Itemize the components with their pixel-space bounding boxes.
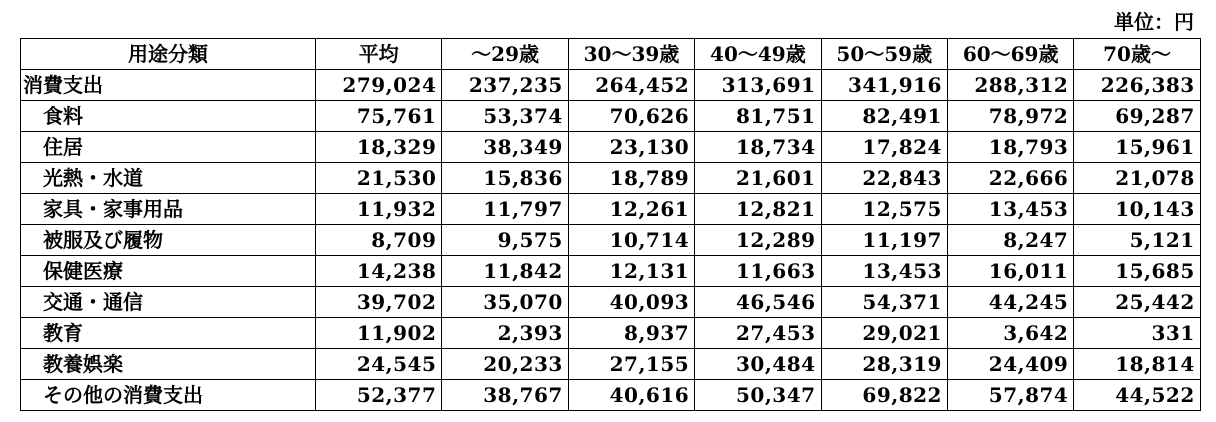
table-cell: 11,902: [316, 318, 442, 349]
table-row: [21, 70, 1201, 101]
table-cell: 288,312: [947, 70, 1073, 101]
table-cell: 35,070: [442, 287, 568, 318]
table-cell: 3,642: [947, 318, 1073, 349]
table-cell: 2,393: [442, 318, 568, 349]
header-category: 用途分類: [21, 39, 316, 70]
table-cell: 15,961: [1074, 132, 1200, 163]
table-cell: 13,453: [821, 256, 947, 287]
table-cell: 10,143: [1074, 194, 1200, 225]
table-cell: 52,377: [316, 380, 442, 411]
table-cell: 40,616: [568, 380, 694, 411]
table-cell: 10,714: [568, 225, 694, 256]
table-cell: 17,824: [821, 132, 947, 163]
header-row: [21, 39, 1201, 70]
table-cell: 28,319: [821, 349, 947, 380]
table-row: [21, 318, 1201, 349]
table-cell: 22,666: [947, 163, 1073, 194]
table-cell: 15,836: [442, 163, 568, 194]
table-cell: 15,685: [1074, 256, 1200, 287]
table-cell: 8,709: [316, 225, 442, 256]
table-cell: 44,245: [947, 287, 1073, 318]
row-label: 食料: [21, 101, 316, 132]
table-cell: 11,663: [695, 256, 821, 287]
table-cell: 69,287: [1074, 101, 1200, 132]
table-cell: 27,155: [568, 349, 694, 380]
table-cell: 24,545: [316, 349, 442, 380]
table-cell: 18,793: [947, 132, 1073, 163]
table-cell: 44,522: [1074, 380, 1200, 411]
table-cell: 54,371: [821, 287, 947, 318]
table-row: [21, 194, 1201, 225]
table-row: [21, 256, 1201, 287]
table-cell: 29,021: [821, 318, 947, 349]
table-cell: 21,078: [1074, 163, 1200, 194]
table-cell: 8,247: [947, 225, 1073, 256]
table-cell: 12,261: [568, 194, 694, 225]
table-cell: 25,442: [1074, 287, 1200, 318]
table-cell: 21,530: [316, 163, 442, 194]
table-cell: 75,761: [316, 101, 442, 132]
table-cell: 18,789: [568, 163, 694, 194]
table-cell: 279,024: [316, 70, 442, 101]
table-cell: 53,374: [442, 101, 568, 132]
table-cell: 5,121: [1074, 225, 1200, 256]
table-cell: 38,767: [442, 380, 568, 411]
row-label: 光熱・水道: [21, 163, 316, 194]
table-cell: 11,932: [316, 194, 442, 225]
row-label: 交通・通信: [21, 287, 316, 318]
table-cell: 264,452: [568, 70, 694, 101]
table-cell: 331: [1074, 318, 1200, 349]
table-cell: 313,691: [695, 70, 821, 101]
header-age-under-29: ～29歳: [442, 39, 568, 70]
table-cell: 12,131: [568, 256, 694, 287]
table-cell: 237,235: [442, 70, 568, 101]
expenditure-table: [20, 38, 1201, 411]
table-row: [21, 101, 1201, 132]
table-cell: 8,937: [568, 318, 694, 349]
table-cell: 46,546: [695, 287, 821, 318]
table-cell: 38,349: [442, 132, 568, 163]
table-row: [21, 287, 1201, 318]
table-cell: 30,484: [695, 349, 821, 380]
table-cell: 70,626: [568, 101, 694, 132]
unit-label: 単位：円: [1114, 10, 1194, 34]
table-cell: 341,916: [821, 70, 947, 101]
table-cell: 57,874: [947, 380, 1073, 411]
row-label: その他の消費支出: [21, 380, 316, 411]
header-age-30s: 30～39歳: [568, 39, 694, 70]
table-row: [21, 132, 1201, 163]
table-cell: 78,972: [947, 101, 1073, 132]
table-cell: 20,233: [442, 349, 568, 380]
table-cell: 24,409: [947, 349, 1073, 380]
table-row: [21, 163, 1201, 194]
table-cell: 18,814: [1074, 349, 1200, 380]
row-label: 教養娯楽: [21, 349, 316, 380]
row-label: 家具・家事用品: [21, 194, 316, 225]
table-cell: 27,453: [695, 318, 821, 349]
header-age-60s: 60～69歳: [947, 39, 1073, 70]
table-cell: 11,197: [821, 225, 947, 256]
row-label: 教育: [21, 318, 316, 349]
table-cell: 13,453: [947, 194, 1073, 225]
row-label: 消費支出: [21, 70, 316, 101]
table-cell: 12,821: [695, 194, 821, 225]
table-cell: 23,130: [568, 132, 694, 163]
table-cell: 82,491: [821, 101, 947, 132]
table-cell: 16,011: [947, 256, 1073, 287]
table-cell: 14,238: [316, 256, 442, 287]
table-cell: 39,702: [316, 287, 442, 318]
table-cell: 69,822: [821, 380, 947, 411]
row-label: 保健医療: [21, 256, 316, 287]
header-average: 平均: [316, 39, 442, 70]
header-age-50s: 50～59歳: [821, 39, 947, 70]
header-age-70-plus: 70歳～: [1074, 39, 1200, 70]
table-cell: 40,093: [568, 287, 694, 318]
table-row: [21, 225, 1201, 256]
row-label: 被服及び履物: [21, 225, 316, 256]
table-cell: 9,575: [442, 225, 568, 256]
table-cell: 50,347: [695, 380, 821, 411]
table-cell: 12,575: [821, 194, 947, 225]
row-label: 住居: [21, 132, 316, 163]
table-cell: 18,329: [316, 132, 442, 163]
table-cell: 81,751: [695, 101, 821, 132]
table-row: [21, 380, 1201, 411]
table-cell: 11,842: [442, 256, 568, 287]
table-cell: 22,843: [821, 163, 947, 194]
header-age-40s: 40～49歳: [695, 39, 821, 70]
table-cell: 12,289: [695, 225, 821, 256]
table-cell: 18,734: [695, 132, 821, 163]
table-cell: 11,797: [442, 194, 568, 225]
table-cell: 21,601: [695, 163, 821, 194]
table-cell: 226,383: [1074, 70, 1200, 101]
table-row: [21, 349, 1201, 380]
